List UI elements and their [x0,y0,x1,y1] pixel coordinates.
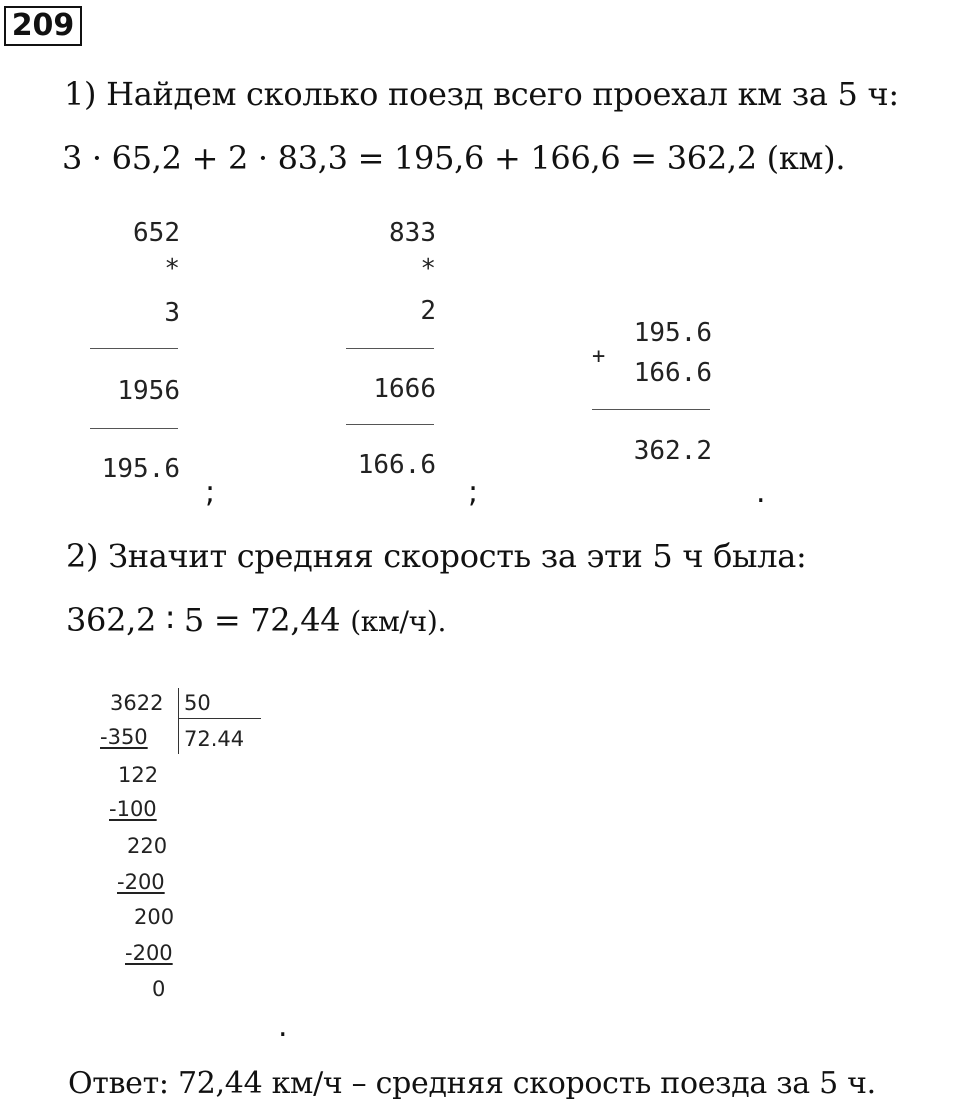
division-subtract-1: -350 [100,725,148,749]
division-remainder-1: 122 [118,763,159,787]
problem-number: 209 [4,6,82,46]
mult1-rule-2 [90,428,178,429]
mult1-operator: * [164,254,180,284]
division-terminator: . [278,1009,288,1044]
mult1-separator: ; [205,475,216,510]
mult1-result: 195.6 [101,454,180,484]
step2-heading: 2) Значит средняя скорость за эти 5 ч была: [66,537,807,575]
addition-sum: 362.2 [633,436,712,466]
mult2-result: 166.6 [357,450,436,480]
mult1-multiplicand: 652 [133,218,180,248]
mult2-rule-2 [346,424,434,425]
division-quotient: 72.44 [184,727,245,751]
addition-operator: + [592,344,606,369]
division-vertical-rule [178,688,179,754]
addition-addend-1: 195.6 [633,318,712,348]
mult2-separator: ; [468,475,479,510]
step1-heading: 1) Найдем сколько поезд всего проехал км за 5 ч: [64,75,899,113]
mult2-multiplicand: 833 [389,218,436,248]
mult2-operator: * [420,254,436,284]
step1-equation: 3 · 65,2 + 2 · 83,3 = 195,6 + 166,6 = 362,2 (км). [62,139,846,177]
step2-equation-units: (км/ч). [350,605,447,638]
mult1-multiplier: 3 [164,298,180,328]
mult2-product: 1666 [373,374,436,404]
division-quotient-rule [179,718,261,719]
mult2-multiplier: 2 [420,296,436,326]
mult1-product: 1956 [117,376,180,406]
addition-rule [592,409,710,410]
addition-terminator: . [756,475,766,510]
division-subtract-2: -100 [109,797,157,821]
division-dividend: 3622 [110,691,164,715]
division-divisor: 50 [184,691,211,715]
step2-equation-main: 362,2 ∶ 5 = 72,44 [66,601,351,639]
answer-line: Ответ: 72,44 км/ч – средняя скорость поезда за 5 ч. [68,1066,876,1101]
division-remainder-2: 220 [127,834,168,858]
division-remainder-3: 200 [134,905,175,929]
mult2-rule-1 [346,348,434,349]
step2-equation [66,600,446,642]
mult1-rule-1 [90,348,178,349]
addition-addend-2: 166.6 [633,358,712,388]
division-subtract-3: -200 [117,870,165,894]
division-subtract-4: -200 [125,941,173,965]
division-remainder-4: 0 [152,977,166,1001]
